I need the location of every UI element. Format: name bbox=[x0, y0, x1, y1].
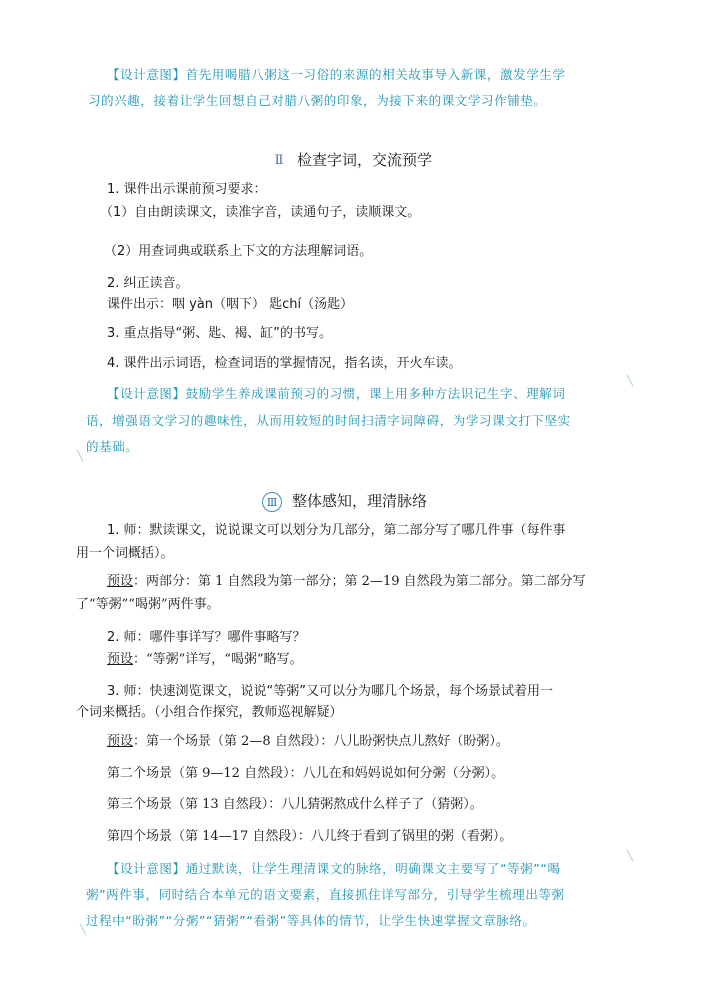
section-2-heading bbox=[271, 150, 432, 171]
corner-mark-icon: ╲ bbox=[627, 376, 634, 387]
section-2-item-1: 1. 课件出示课前预习要求： bbox=[107, 182, 267, 197]
answer-3-scene-4: 第四个场景（第 14—17 自然段）：八儿终于看到了锅里的粥（看粥）。 bbox=[107, 829, 513, 844]
section-2-item-2: 2. 纠正读音。 bbox=[107, 276, 189, 291]
section-3-question-3-line-2: 个词来概括。（小组合作探究，教师巡视解疑） bbox=[76, 705, 343, 720]
section-3-question-1-line-1: 1. 师：默读课文，说说课文可以划分为几部分，第二部分写了哪几件事（每件事 bbox=[107, 523, 566, 538]
section-3-title: 整体感知，理清脉络 bbox=[292, 492, 428, 510]
section-2-item-3: 3. 重点指导“粥、匙、褐、缸”的书写。 bbox=[107, 326, 333, 341]
design-intent-2-line-1: 【设计意图】鼓励学生养成课前预习的习惯，课上用多种方法识记生字、理解词 bbox=[107, 386, 566, 401]
corner-mark-icon: ╲ bbox=[77, 451, 84, 462]
answer-3-scene-3: 第三个场景（第 13 自然段）：八儿猜粥熬成什么样子了（猜粥）。 bbox=[107, 797, 483, 812]
design-intent-1-line-2: 习的兴趣，接着让学生回想自己对腊八粥的印象，为接下来的课文学习作铺垫。 bbox=[88, 93, 547, 108]
section-3-question-1-line-2: 用一个词概括）。 bbox=[76, 546, 174, 561]
design-intent-2-line-2: 语，增强语文学习的趣味性，从而用较短的时间扫清字词障碍，为学习课文打下坚实 bbox=[86, 413, 571, 428]
section-2-requirement-2: （2）用查词典或联系上下文的方法理解词语。 bbox=[104, 244, 373, 259]
answer-3-scene-1: 预设：第一个场景（第 2—8 自然段）：八儿盼粥快点儿熬好（盼粥）。 bbox=[107, 734, 509, 749]
design-intent-2-line-3: 的基础。 bbox=[86, 439, 139, 454]
corner-mark-icon: ╲ bbox=[627, 851, 634, 862]
design-intent-3-line-1: 【设计意图】通过默读，让学生理清课文的脉络，明确课文主要写了“等粥”“喝 bbox=[107, 861, 561, 876]
design-intent-1-line-1: 【设计意图】首先用喝腊八粥这一习俗的来源的相关故事导入新课，激发学生学 bbox=[107, 67, 566, 82]
section-3-heading bbox=[262, 491, 427, 512]
corner-mark-icon: ╲ bbox=[80, 925, 87, 936]
design-intent-3-line-3: 过程中“盼粥”“分粥”“猜粥”“看粥”等具体的情节，让学生快速掌握文章脉络。 bbox=[86, 913, 536, 928]
design-intent-3-line-2: 粥”两件事，同时结合本单元的语文要素，直接抓住详写部分，引导学生梳理出等粥 bbox=[86, 887, 565, 902]
answer-2: 预设：“等粥”详写，“喝粥”略写。 bbox=[107, 652, 303, 667]
answer-3-scene-2: 第二个场景（第 9—12 自然段）：八儿在和妈妈说如何分粥（分粥）。 bbox=[107, 766, 505, 781]
answer-1-line-1: 预设：两部分：第 1 自然段为第一部分；第 2—19 自然段为第二部分。第二部分写 bbox=[107, 574, 586, 589]
section-2-item-4: 4. 课件出示词语，检查词语的掌握情况，指名读，开火车读。 bbox=[107, 356, 462, 371]
section-2-requirement-1: （1）自由朗读课文，读准字音，读通句子，读顺课文。 bbox=[100, 205, 421, 220]
section-3-question-3-line-1: 3. 师：快速浏览课文，说说“等粥”又可以分为哪几个场景，每个场景试着用一 bbox=[107, 684, 554, 699]
section-3-badge: Ⅲ bbox=[262, 492, 282, 512]
section-3-question-2: 2. 师：哪件事详写？哪件事略写？ bbox=[107, 630, 306, 645]
section-2-title: 检查字词，交流预学 bbox=[297, 151, 433, 169]
answer-1-line-2: 了“等粥”“喝粥”两件事。 bbox=[76, 597, 220, 612]
pinyin-line: 课件出示：咽 yàn（咽下） 匙chí（汤匙） bbox=[107, 297, 354, 312]
section-2-badge: Ⅱ bbox=[274, 152, 284, 168]
